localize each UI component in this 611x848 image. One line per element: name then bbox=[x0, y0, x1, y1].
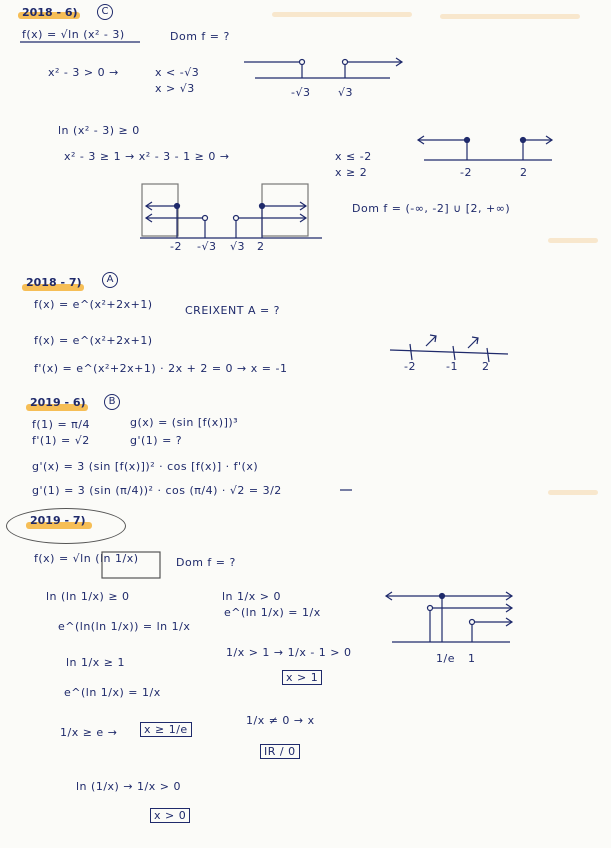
s3-line4: g'(1) = 3 (sin (π/4))² · cos (π/4) · √2 = 3/2 bbox=[32, 484, 282, 497]
s2-function: f(x) = e^(x²+2x+1) bbox=[34, 298, 153, 311]
s4-c1-1: e^(ln(ln 1/x)) = ln 1/x bbox=[58, 620, 191, 633]
section2-badge: A bbox=[102, 272, 118, 288]
s1-line1: x² - 3 > 0 → bbox=[48, 66, 119, 79]
s1-line3-c: x ≥ 2 bbox=[335, 166, 368, 179]
s1-line3-b: x ≤ -2 bbox=[335, 150, 372, 163]
number-line-3 bbox=[140, 184, 322, 238]
s4-c2-5: IR / 0 bbox=[260, 744, 300, 759]
nl2-label-b: 2 bbox=[520, 166, 528, 179]
s2-line1: f(x) = e^(x²+2x+1) bbox=[34, 334, 153, 347]
number-line-2 bbox=[418, 136, 552, 160]
number-line-5 bbox=[386, 592, 512, 642]
section3-badge: B bbox=[104, 394, 120, 410]
nl5-label-b: 1 bbox=[468, 652, 476, 665]
s1-function: f(x) = √ln (x² - 3) bbox=[22, 28, 125, 41]
section4-header: 2019 - 7) bbox=[30, 514, 86, 527]
nl5-label-a: 1/e bbox=[436, 652, 455, 665]
s4-c1-4: 1/x ≥ e → bbox=[60, 726, 118, 739]
s2-line2: f'(x) = e^(x²+2x+1) · 2x + 2 = 0 → x = -1 bbox=[34, 362, 288, 375]
s4-c1-2: ln 1/x ≥ 1 bbox=[66, 656, 125, 669]
s4-c2-4: 1/x ≠ 0 → x bbox=[246, 714, 315, 727]
s2-question: CREIXENT A = ? bbox=[185, 304, 281, 317]
s4-question: Dom f = ? bbox=[176, 556, 236, 569]
s4-function: f(x) = √ln (ln 1/x) bbox=[34, 552, 139, 565]
nl3-label-b: -√3 bbox=[197, 240, 217, 253]
s3-line1-a: f(1) = π/4 bbox=[32, 418, 90, 431]
nl3-label-a: -2 bbox=[170, 240, 182, 253]
number-line-1 bbox=[244, 58, 402, 78]
function-box bbox=[102, 552, 160, 578]
s4-bottom-0: ln (1/x) → 1/x > 0 bbox=[76, 780, 181, 793]
s3-line2-a: f'(1) = √2 bbox=[32, 434, 90, 447]
section1-badge: C bbox=[97, 4, 113, 20]
s3-line3: g'(x) = 3 (sin [f(x)])² · cos [f(x)] · f'(x) bbox=[32, 460, 259, 473]
nl4-label-c: 2 bbox=[482, 360, 490, 373]
s3-line2-b: g'(1) = ? bbox=[130, 434, 183, 447]
s4-c1-3: e^(ln 1/x) = 1/x bbox=[64, 686, 161, 699]
s4-c1-5: x ≥ 1/e bbox=[140, 722, 192, 737]
nl2-label-a: -2 bbox=[460, 166, 472, 179]
s4-bottom-1: x > 0 bbox=[150, 808, 190, 823]
nl1-label-b: √3 bbox=[338, 86, 354, 99]
section3-header: 2019 - 6) bbox=[30, 396, 86, 409]
number-line-4 bbox=[390, 335, 508, 362]
nl3-label-c: √3 bbox=[230, 240, 246, 253]
s3-line1-b: g(x) = (sin [f(x)])³ bbox=[130, 416, 239, 429]
nl4-label-b: -1 bbox=[446, 360, 458, 373]
nl4-label-a: -2 bbox=[404, 360, 416, 373]
s4-c2-2: 1/x > 1 → 1/x - 1 > 0 bbox=[226, 646, 352, 659]
section1-header: 2018 - 6) bbox=[22, 6, 78, 19]
s4-c2-3: x > 1 bbox=[282, 670, 322, 685]
s4-c2-0: ln 1/x > 0 bbox=[222, 590, 281, 603]
section2-header: 2018 - 7) bbox=[26, 276, 82, 289]
s4-c2-1: e^(ln 1/x) = 1/x bbox=[224, 606, 321, 619]
nl1-label-a: -√3 bbox=[291, 86, 311, 99]
s1-answer: Dom f = (-∞, -2] ∪ [2, +∞) bbox=[352, 202, 511, 215]
s1-line2: ln (x² - 3) ≥ 0 bbox=[58, 124, 140, 137]
nl3-label-d: 2 bbox=[257, 240, 265, 253]
s1-question: Dom f = ? bbox=[170, 30, 230, 43]
s1-line1-c: x > √3 bbox=[155, 82, 195, 95]
s4-c1-0: ln (ln 1/x) ≥ 0 bbox=[46, 590, 130, 603]
s1-line3: x² - 3 ≥ 1 → x² - 3 - 1 ≥ 0 → bbox=[64, 150, 230, 163]
s1-line1-b: x < -√3 bbox=[155, 66, 200, 79]
